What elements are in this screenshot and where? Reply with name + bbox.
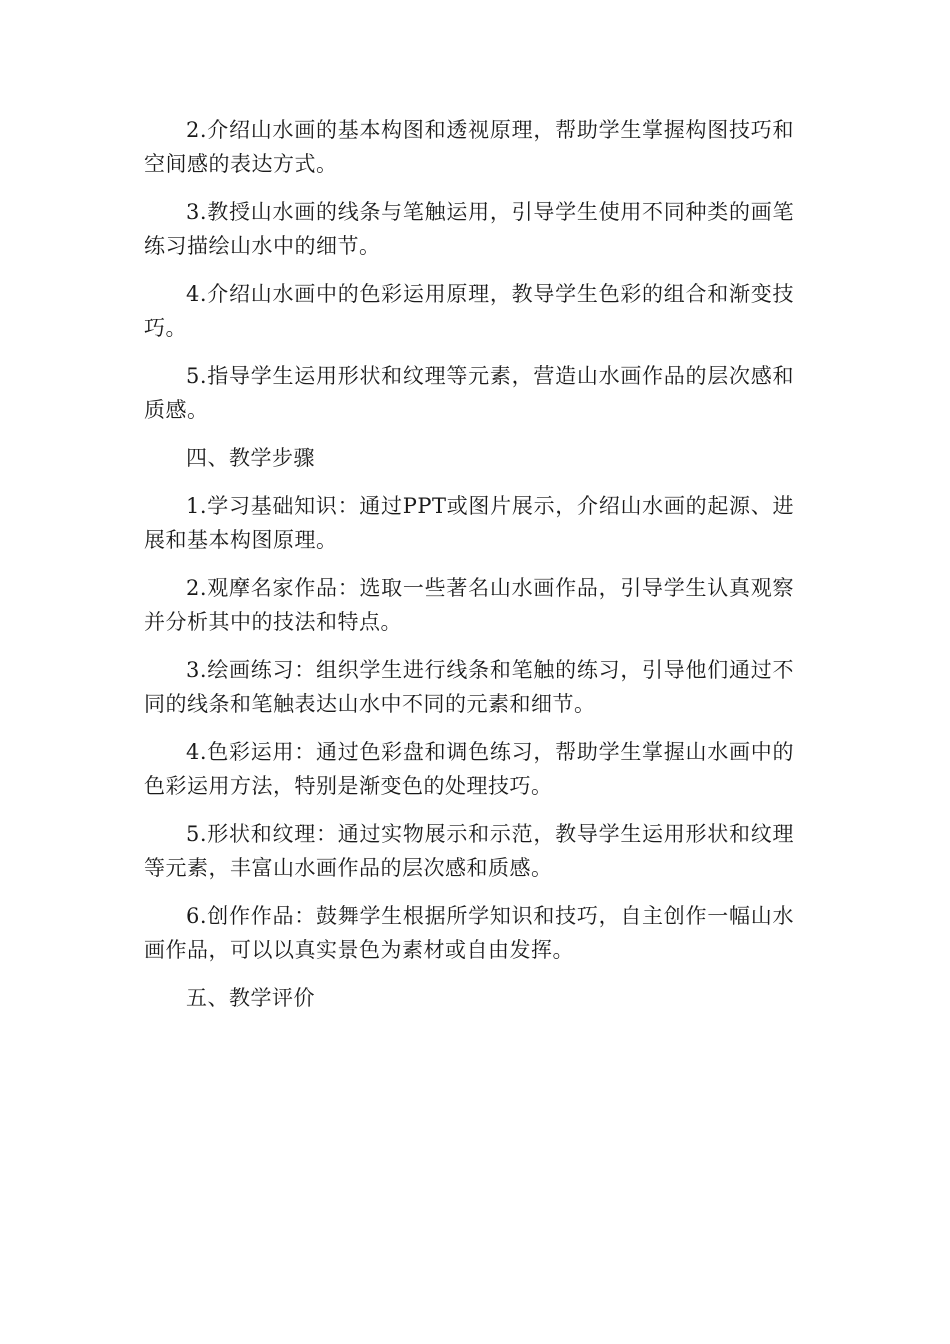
objective-item-3: 3.教授山水画的线条与笔触运用，引导学生使用不同种类的画笔练习描绘山水中的细节。: [144, 200, 794, 258]
step-item-6: 6.创作作品：鼓舞学生根据所学知识和技巧，自主创作一幅山水画作品，可以以真实景色为素材或自由发挥。: [144, 904, 794, 962]
document-body: [144, 113, 794, 1029]
step-item-2: 2.观摩名家作品：选取一些著名山水画作品，引导学生认真观察并分析其中的技法和特点。: [144, 576, 794, 634]
step-item-3: 3.绘画练习：组织学生进行线条和笔触的练习，引导他们通过不同的线条和笔触表达山水中不同的元素和细节。: [144, 658, 794, 716]
objective-item-4: 4.介绍山水画中的色彩运用原理，教导学生色彩的组合和渐变技巧。: [144, 282, 794, 340]
step-item-4: 4.色彩运用：通过色彩盘和调色练习，帮助学生掌握山水画中的色彩运用方法，特别是渐变色的处理技巧。: [144, 740, 794, 798]
objective-item-5: 5.指导学生运用形状和纹理等元素，营造山水画作品的层次感和质感。: [144, 364, 794, 422]
step-item-5: 5.形状和纹理：通过实物展示和示范，教导学生运用形状和纹理等元素，丰富山水画作品的层次感和质感。: [144, 822, 794, 880]
section-heading-teaching-steps: 四、教学步骤: [186, 446, 315, 470]
section-heading-teaching-evaluation: 五、教学评价: [186, 986, 315, 1010]
step-item-1: 1.学习基础知识：通过PPT或图片展示，介绍山水画的起源、进展和基本构图原理。: [144, 494, 794, 552]
objective-item-2: 2.介绍山水画的基本构图和透视原理，帮助学生掌握构图技巧和空间感的表达方式。: [144, 118, 794, 176]
